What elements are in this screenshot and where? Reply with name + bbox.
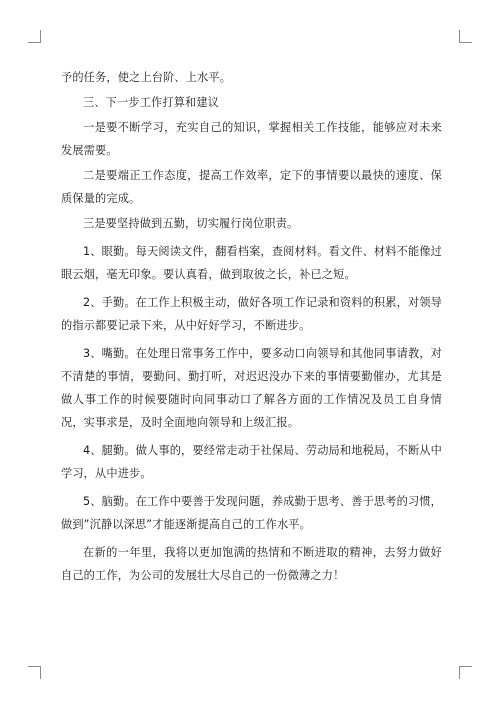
document-body [61,66,442,587]
paragraph-eye-diligence: 1、眼勤。每天阅读文件，翻看档案，查阅材料。看文件、材料不能像过眼云烟，毫无印象。要认真看，做到取彼之长，补已之短。 [61,245,442,281]
paragraph-closing: 在新的一年里，我将以更加饱满的热情和不断进取的精神，去努力做好自己的工作，为公司的发展壮大尽自己的一份微薄之力！ [61,546,442,582]
paragraph-learning: 一是要不断学习，充实自己的知识，掌握相关工作技能，能够应对未来发展需要。 [61,121,442,157]
crop-mark-top-right [459,30,472,43]
paragraph-attitude: 二是要端正工作态度，提高工作效率，定下的事情要以最快的速度、保质保量的完成。 [61,169,442,205]
paragraph-brain-diligence: 5、脑勤。在工作中要善于发现问题，养成勤于思考、善于思考的习惯，做到”沉静以深思”才能逐渐提高自己的工作水平。 [61,495,442,531]
paragraph-mouth-diligence: 3、嘴勤。在处理日常事务工作中，要多动口向领导和其他同事请教，对不清楚的事情，要勤问、勤打听，对迟迟没办下来的事情要勤催办，尤其是做人事工作的时候要随时向同事动口了解各方面的工作情况及员工自身情况，实事求是，及时全面地向领导和上级汇报。 [61,347,442,429]
crop-mark-bottom-left [28,666,41,679]
paragraph-hand-diligence: 2、手勤。在工作上积极主动，做好各项工作记录和资料的积累，对领导的指示都要记录下来，从中好好学习，不断进步。 [61,296,442,332]
crop-mark-top-left [28,30,41,43]
crop-mark-bottom-right [459,666,472,679]
section-heading: 三、下一步工作打算和建议 [83,96,220,109]
paragraph-leg-diligence: 4、腿勤。做人事的，要经常走动于社保局、劳动局和地税局，不断从中学习，从中进步。 [61,444,442,480]
paragraph-continuation: 予的任务，使之上台阶、上水平。 [61,71,232,84]
paragraph-five-diligences: 三是要坚持做到五勤，切实履行岗位职责。 [83,217,299,230]
